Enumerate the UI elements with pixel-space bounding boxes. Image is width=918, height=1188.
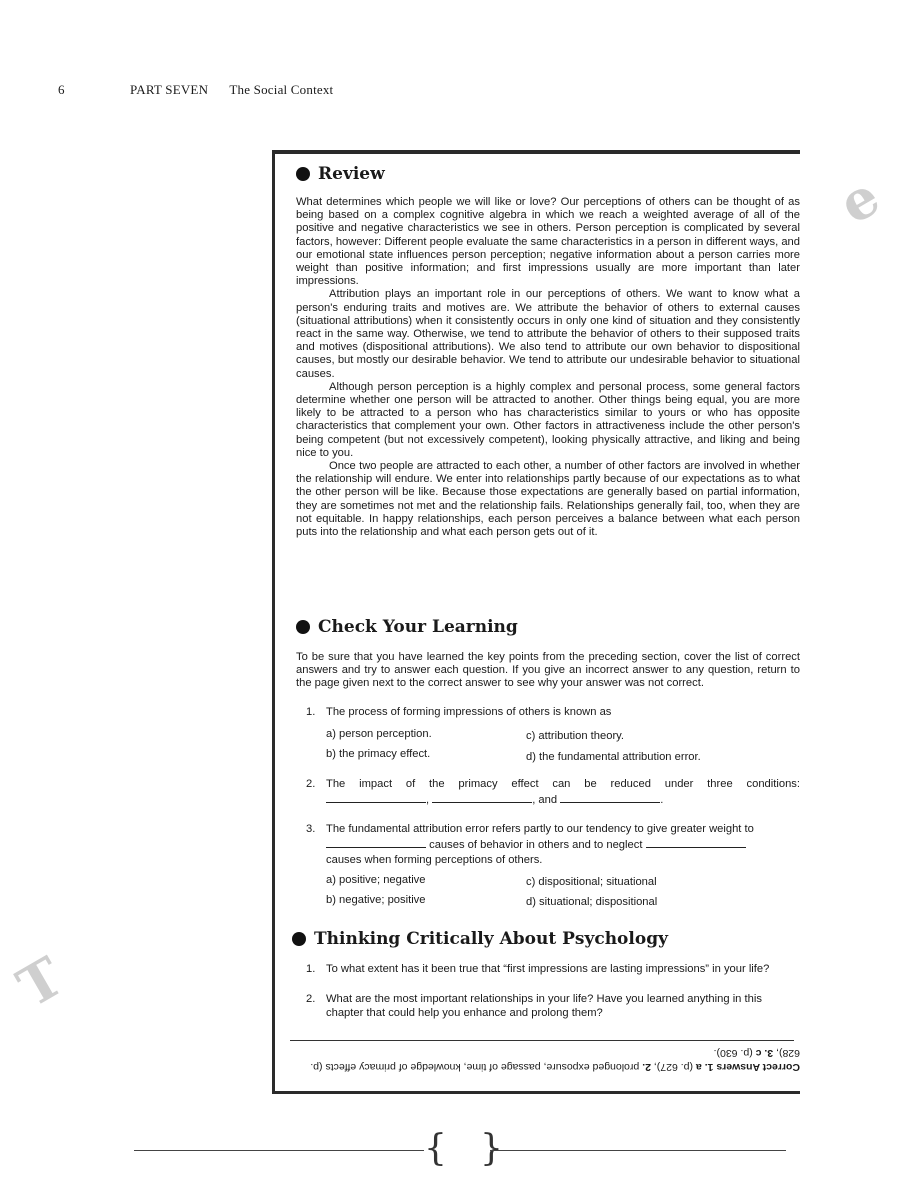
review-paragraph: Attribution plays an important role in our perceptions of others. We want to know what a person's enduring traits and motives are. We attribute the behavior of others to external causes (situational attributions) when it consistently occurs in only one kind of situation and they consistently react in the same way. Otherwise, we tend to attribute the behavior of others to their supposed traits and motives (dispositional attributions). We also tend to attribute our own behavior to dispositional causes, but mostly our desirable behavior. We tend to attribute our undesirable behavior to situational causes. <box>296 288 800 380</box>
question-stem: The process of forming impressions of others is known as <box>326 706 612 718</box>
check-intro: To be sure that you have learned the key points from the preceding section, cover the list of correct answers and try to answer each question. If you give an incorrect answer to any question, return to the page given next to the correct answer to see why your answer was not correct. <box>296 651 800 690</box>
footer-rule-left <box>134 1150 424 1151</box>
watermark-bottom: T <box>6 944 74 1020</box>
answer-3: 3. c <box>755 1047 774 1059</box>
answer-3-page: (p. 630). <box>713 1047 753 1059</box>
answer-1-page: (p. 627), <box>653 1061 693 1073</box>
question-3 <box>306 822 800 868</box>
answer-2: 2. <box>642 1061 651 1073</box>
watermark-top: e <box>828 163 891 237</box>
item-text: What are the most important relationships in your life? Have you learned anything in this chapter that could help you enhance and prolong them? <box>326 993 762 1019</box>
item-text: To what extent has it been true that “first impressions are lasting impressions” in your life? <box>326 963 770 975</box>
answer-1: 1. a <box>695 1061 714 1073</box>
answer-blank <box>646 837 746 848</box>
answer-2-text: prolonged exposure, passage of time, knowledge of primacy effects (p. 628), <box>310 1047 800 1073</box>
question-2 <box>306 777 800 808</box>
answer-blank <box>326 792 426 803</box>
q3-option-a: a) positive; negative <box>326 874 426 886</box>
bullet-icon <box>296 620 310 634</box>
item-number: 1. <box>306 963 316 975</box>
running-head <box>130 82 333 98</box>
correct-answers-upside-down <box>296 1046 800 1074</box>
review-heading: Review <box>296 164 385 184</box>
critical-heading: Thinking Critically About Psychology <box>292 929 668 949</box>
part-label: PART SEVEN <box>130 82 209 97</box>
answers-label: Correct Answers <box>716 1061 800 1073</box>
q1-option-d: d) the fundamental attribution error. <box>526 751 701 763</box>
answer-blank <box>560 792 660 803</box>
question-stem: causes when forming perceptions of others. <box>326 854 543 866</box>
q1-option-b: b) the primacy effect. <box>326 748 431 760</box>
answer-blank <box>326 837 426 848</box>
critical-item <box>306 992 796 1020</box>
footer-brace-right: } <box>480 1128 503 1169</box>
review-paragraph: Although person perception is a highly complex and personal process, some general factors determine whether one person will be attracted to another. Other things being equal, you are more likely to be attracted to a person who has characteristics similar to yours or who has opposite characteristics that complement your own. Other factors in attractiveness include the other person's being competent (but not excessively competent), looking physically attractive, and liking and being nice to you. <box>296 380 800 459</box>
review-paragraph: What determines which people we will like or love? Our perceptions of others can be thought of as being based on a complex cognitive algebra in which we reach a weighted average of all of the positive and negative characteristics we see in others. Person perception is complicated by several factors, however: Different people evaluate the same characteristics in a person in different ways, and our emotional state influences person perception; negative information about a person carries more weight than positive information; and first impressions usually are more important than later impressions. <box>296 196 800 288</box>
review-text <box>296 196 800 539</box>
question-number: 2. <box>306 778 316 790</box>
review-paragraph: Once two people are attracted to each other, a number of other factors are involved in whether the relationship will endure. We enter into relationships partly because of our expectations as to what the other person will be like. Because those expectations are generally based on partial information, they are sometimes not met and the relationship fails. Relationships generally fail, too, when they are not equitable. In happy relationships, each person perceives a balance between what each person puts into the relationship and what each person gets out of it. <box>296 460 800 539</box>
q3-option-b: b) negative; positive <box>326 894 426 906</box>
question-stem: causes of behavior in others and to neglect <box>326 837 800 853</box>
critical-item <box>306 962 796 976</box>
q3-option-c: c) dispositional; situational <box>526 876 657 888</box>
answer-blank <box>432 792 532 803</box>
answer-blanks: , , and . <box>326 792 800 808</box>
bullet-icon <box>292 932 306 946</box>
footer-brace-left: { <box>424 1128 447 1169</box>
question-stem: The impact of the primacy effect can be reduced under three conditions: <box>326 778 800 790</box>
bullet-icon <box>296 167 310 181</box>
footer-rule-right <box>490 1150 786 1151</box>
part-title: The Social Context <box>229 82 334 97</box>
question-stem: The fundamental attribution error refers partly to our tendency to give greater weight to <box>326 823 754 835</box>
item-number: 2. <box>306 993 316 1005</box>
q3-option-d: d) situational; dispositional <box>526 896 658 908</box>
question-number: 3. <box>306 823 316 835</box>
q1-option-a: a) person perception. <box>326 728 432 740</box>
q1-option-c: c) attribution theory. <box>526 730 625 742</box>
check-heading: Check Your Learning <box>296 617 518 637</box>
page-number: 6 <box>58 82 65 97</box>
answer-divider <box>290 1040 794 1041</box>
question-number: 1. <box>306 706 316 718</box>
question-1 <box>306 705 800 720</box>
